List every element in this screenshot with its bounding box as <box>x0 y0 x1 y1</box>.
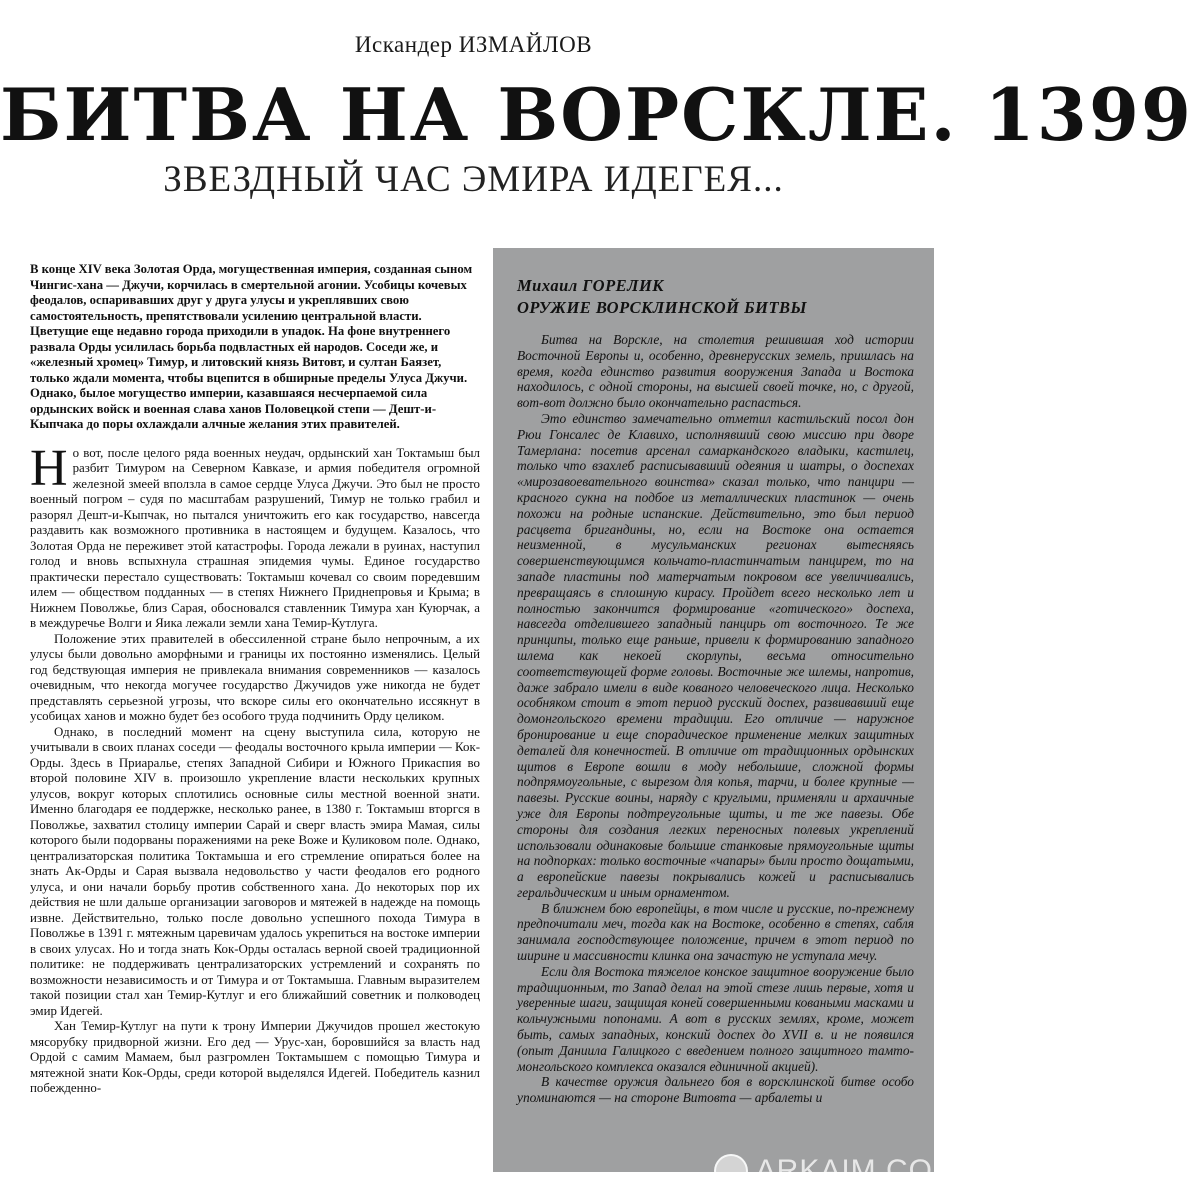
body-paragraph-text: о вот, после целого ряда военных неудач, ордынский хан Токтамыш был разбит Тимуром на Северном Кавказе, и армия победителя огромной железной змеей вползла в самое сердце Улуса Джучи. Это был не просто военный погром – судя по масштабам разрушений, Тимур не только грабил и разорял Дешт-и-Кыпчак, но пытался уничтожить его как государство, навсегда раздавить как возможного противника в настоящем и будущем. Казалось, что Золотая Орда не переживет этой катастрофы. Города лежали в руинах, наступил голод и вновь вспыхнула страшная эпидемия чумы. Единое государство практически перестало существовать: Токтамыш кочевал со своим поредевшим илем — обществом подданных — в степях Нижнего Приднепровья и Крыма; в Нижнем Поволжье, близ Сарая, обосновался ставленник Тимура хан Куюрчак, а в междуречье Волги и Яика лежали земли хана Темир-Кутлуга. <box>30 445 480 630</box>
sidebar-paragraph: В качестве оружия дальнего боя в ворсклинской битве особо упоминаются — на стороне Витовта — арбалеты и <box>517 1074 914 1106</box>
sidebar-box <box>493 248 934 1172</box>
watermark-logo-icon <box>714 1154 748 1188</box>
watermark-text: ARKAIM.CO <box>755 1154 933 1187</box>
sidebar-author: Михаил ГОРЕЛИК <box>517 276 664 295</box>
sidebar-paragraph: Битва на Ворскле, на столетия решившая ход истории Восточной Европы и, особенно, древнерусских земель, пришлась на время, когда единство развития вооружения Запада и Востока находилось, с одной стороны, на высшей своей точке, но, с другой, вот-вот должно было окончательно распасться. <box>517 332 914 411</box>
main-column <box>30 262 480 1097</box>
sidebar-paragraph: Если для Востока тяжелое конское защитное вооружение было традиционным, то Запад делал на этой стезе лишь первые, хотя и уверенные шаги, защищая коней совершенными коваными масками и кольчужными попонами. А вот в русских землях, кроме, может быть, самых западных, конский доспех до XVII в. и не появился (опыт Даниила Галицкого с введением полного защитного тамто-монгольского комплекса оказался единичной акцией). <box>517 963 914 1074</box>
article-subtitle: ЗВЕЗДНЫЙ ЧАС ЭМИРА ИДЕГЕЯ... <box>163 159 784 200</box>
drop-cap: Н <box>30 439 68 497</box>
watermark <box>714 1154 933 1188</box>
sidebar-paragraph: Это единство замечательно отметил кастильский посол дон Рюи Гонсалес де Клавихо, исполнявший свою миссию при дворе Тамерлана: посетив арсенал самаркандского владыки, кастилец, только что взахлеб расписывавший одеяния и шатры, о доспехах «мирозавоевательного воинства» сказал только, что панцири — красного сукна на подбое из металлических пластинок — очень похожи на родные испанские. Действительно, это был период расцвета бригандины, но, если на Востоке она остается неизменной, в мусульманских регионах вытесняясь совершенствующимся кольчато-пластинчатым панцирем, то на западе пластины под матерчатым покровом все увеличивались, превращаясь в сплошную кирасу. Пройдет всего несколько лет и полностью закончится формирование «готического» доспеха, навсегда отделившего западный панцирь от восточного. Те же принципы, только еще раньше, привели к формированию западного шлема как некоей скорлупы, весьма относительно соответствующей форме головы. Восточные же шлемы, напротив, даже забрало имели в виде кованого человеческого лица. Несколько особняком стоит в этот период русский доспех, развивавший еще домонгольского времени традиции. Его отличие — наружное бронирование и еще спорадическое применение мелких защитных деталей для конечностей. В отличие от традиционных ордынских щитов в Европе вошли в моду небольшие, сложной формы подпрямоугольные, с вырезом для копья, тарчи, и более крупные — павезы. Русские воины, наряду с круглыми, применяли и архаичные уже для Европы подтреугольные щиты, и те же павезы. Обе стороны для создания легких переносных полевых укреплений использовали одинаковые большие станковые прямоугольные щиты на подпорках: только восточные «чапары» были просто дощатыми, а европейские павезы покрывались кожей и расписывались геральдическим и иным орнаментом. <box>517 410 914 900</box>
body-paragraph: Хан Темир-Кутлуг на пути к трону Империи Джучидов прошел жестокую мясорубку придворной жизни. Его дед — Урус-хан, боровшийся за власть над Ордой с самим Мамаем, был разгромлен Токтамышем с помощью Тимура и мятежной знати Кок-Орды, среди которой выделялся Идегей. Победитель казнил побежденно- <box>30 1019 480 1095</box>
intro-paragraph: В конце XIV века Золотая Орда, могущественная империя, созданная сыном Чингис-хана — Джучи, корчилась в смертельной агонии. Усобицы кочевых феодалов, оспаривавших друг у друга улусы и укреплявших свою самостоятельность, препятствовали усилению центральной власти. Цветущие еще недавно города приходили в упадок. На фоне внутреннего развала Орды усилилась борьба подвластных ей народов. Соседи же, и «железный хромец» Тимур, и литовский князь Витовт, и султан Баязет, только ждали момента, чтобы вцепится в обширные пределы Улуса Джучи. Однако, былое могущество империи, казавшаяся несчерпаемой сила ордынских войск и военная слава ханов Половецкой степи — Дешт-и-Кыпчака до поры охлаждали алчные желания этих правителей. <box>30 262 473 431</box>
body-paragraph: Положение этих правителей в обессиленной стране было непрочным, а их улусы были довольно аморфными и границы их постоянно изменялись. Целый год бедствующая империя не привлекала внимания современников — казалось очевидным, что некогда могучее государство Джучидов уже никогда не будет представлять серьезной угрозы, что вскоре силы его окончательно иссякнут в усобицах ханов и можно будет без особого труда подчинить Орду целиком. <box>30 631 480 723</box>
author-name: Искандер ИЗМАЙЛОВ <box>354 32 593 57</box>
article-title: БИТВА НА ВОРСКЛЕ. 1399 <box>0 72 1193 157</box>
sidebar-paragraph: В ближнем бою европейцы, в том числе и русские, по-прежнему предпочитали меч, тогда как на Востоке, особенно в степях, сабля занимала господствующее положение, причем в этот период по ширине и массивности клинка она зачастую не уступала мечу. <box>517 900 914 964</box>
article-body <box>30 439 480 1097</box>
body-paragraph <box>30 439 480 632</box>
sidebar-title: ОРУЖИЕ ВОРСКЛИНСКОЙ БИТВЫ <box>517 298 808 317</box>
body-paragraph: Однако, в последний момент на сцену выступила сила, которую не учитывали в своих планах соседи — феодалы восточного крыла империи — Кок-Орды. Здесь в Приаралье, степях Западной Сибири и Южного Прикаспия во второй половине XIV в. произошло укрепление власти нескольких крупных улусов, вокруг которых сплотились основные силы местной военной знати. Именно благодаря ее поддержке, несколько ранее, в 1380 г. Токтамыш вторгся в Поволжье, захватил столицу империи Сарай и сверг власть эмира Мамая, силы которого были подорваны поражениями на реке Воже и Куликовом поле. Однако, централизаторская политика Токтамыша и его стремление опираться более на знать Ак-Орды и Сарая вызвала недовольство у части феодалов его родного улуса, и они начали борьбу против собственного хана. До некоторых пор их действия не шли дальше организации заговоров и мятежей в надежде на помощь извне. Действительно, только после довольно успешного похода Тимура в Поволжье в 1391 г. мятежным царевичам удалось укрепиться на востоке империи в своих улусах. Но и тогда знать Кок-Орды осталась верной своей традиционной политике: не поддерживать централизаторских устремлений и сохранять по возможности независимость и от Тимура и от Токтамыша. Главным выразителем такой позиции стал хан Темир-Кутлуг и его ближайший советник и полководец эмир Идегей. <box>30 724 480 1018</box>
